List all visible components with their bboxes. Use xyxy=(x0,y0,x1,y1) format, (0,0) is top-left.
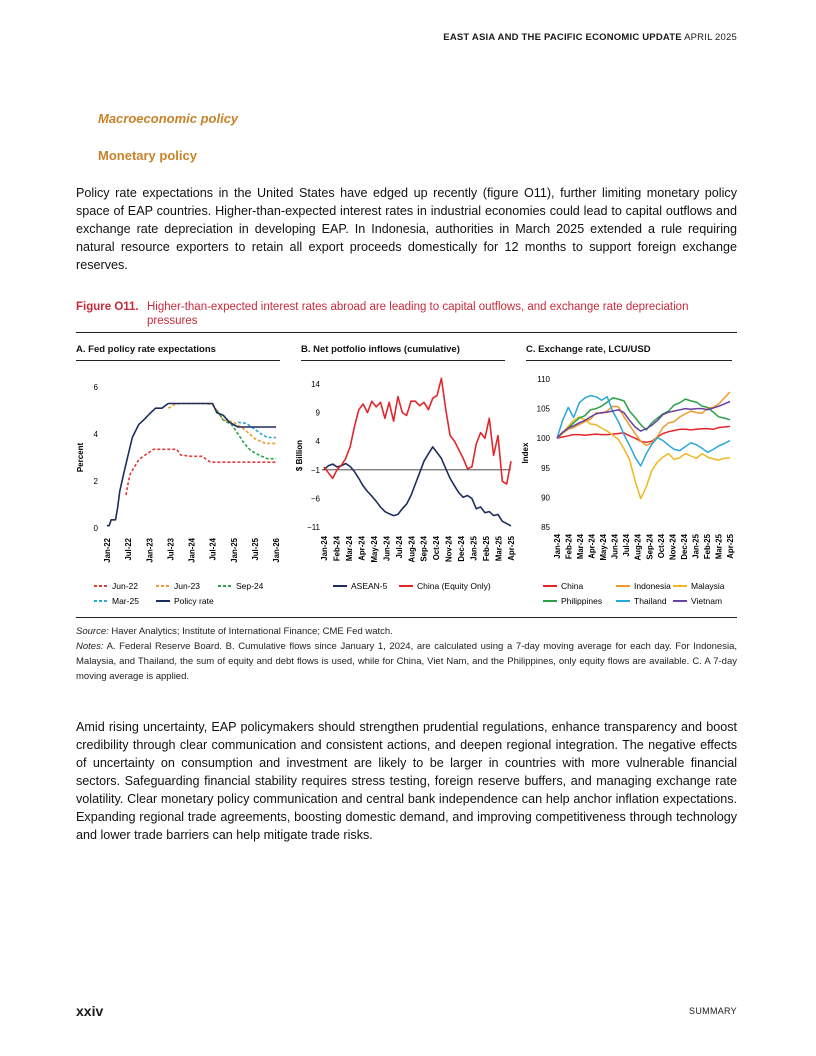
notes-label: Notes: xyxy=(76,641,104,652)
y-tick-label: 85 xyxy=(541,523,550,532)
x-tick-label: Jul-24 xyxy=(208,538,218,561)
x-tick-label: Jul-24 xyxy=(394,536,404,559)
x-tick-label: Feb-25 xyxy=(482,536,492,562)
header-date: APRIL 2025 xyxy=(684,32,737,43)
series-line-jun-23 xyxy=(168,404,276,444)
x-tick-label: Mar-24 xyxy=(576,534,586,560)
y-tick-label: 90 xyxy=(541,493,550,503)
y-tick-label: 9 xyxy=(315,408,320,418)
y-tick-label: 100 xyxy=(536,434,550,444)
legend-label-malaysia: Malaysia xyxy=(691,581,725,591)
figure-caption-text: Higher-than-expected interest rates abroad are leading to capital outflows, and exchange rate depreciation pressures xyxy=(147,301,689,327)
legend-label-indonesia: Indonesia xyxy=(634,581,671,591)
legend-label-jun-22: Jun-22 xyxy=(112,581,138,591)
series-line-asean-5 xyxy=(324,447,511,526)
legend-label-policy-rate: Policy rate xyxy=(174,596,214,606)
source-label: Source: xyxy=(76,626,109,637)
x-tick-label: Jul-24 xyxy=(622,534,632,557)
x-tick-label: Aug-24 xyxy=(633,534,643,561)
notes-text: A. Federal Reserve Board. B. Cumulative flows since January 1, 2024, are calculated using a 7-day moving average for each day. For Indonesia, Malaysia, and Thailand, the sum of equity and debt flows is used, while for China, Viet Nam, and the Philippines, only equity flows are available. C. A 7-day moving average is applied. xyxy=(76,641,737,682)
panel-c-title: C. Exchange rate, LCU/USD xyxy=(526,344,651,355)
legend-label-thailand: Thailand xyxy=(634,596,667,606)
y-tick-label: −11 xyxy=(307,523,320,532)
x-tick-label: Jul-23 xyxy=(166,538,176,561)
x-tick-label: May-24 xyxy=(599,534,609,561)
section-title: Macroeconomic policy xyxy=(98,111,239,126)
y-axis-label: $ Billion xyxy=(295,439,304,472)
x-tick-label: Oct-24 xyxy=(432,536,442,561)
paragraph-2: Amid rising uncertainty, EAP policymakers should strengthen prudential regulations, enhance transparency and boost credibility through clear communication and consistent actions, and deepen regional integration. The negative effects of uncertainty on consumption and investment are likely to be larger in countries with more vulnerable financial sectors. Safeguarding financial stability requires stress testing, foreign reserve buffers, and managing exchange rate volatility. Clear monetary policy communication and central bank independence can help anchor inflation expectations. Expanding regional trade agreements, boosting domestic demand, and improving competitiveness through technology and lower trade barriers can help mitigate trade risks. xyxy=(76,720,737,842)
x-tick-label: Apr-25 xyxy=(507,536,516,561)
series-line-china xyxy=(557,426,730,442)
x-tick-label: Apr-24 xyxy=(587,534,597,559)
x-tick-label: Jan-24 xyxy=(320,536,329,561)
chart-c-exchange-rate xyxy=(516,362,741,612)
legend-label-philippines: Philippines xyxy=(561,596,603,606)
y-tick-label: 2 xyxy=(93,477,98,486)
x-tick-label: Jan-25 xyxy=(469,536,479,561)
y-tick-label: 4 xyxy=(315,437,320,447)
legend-label-mar-25: Mar-25 xyxy=(112,596,139,606)
x-tick-label: Apr-24 xyxy=(357,536,367,561)
x-tick-label: Dec-24 xyxy=(457,536,467,562)
legend-label-china-equity-only: China (Equity Only) xyxy=(417,581,491,591)
x-tick-label: Mar-24 xyxy=(344,536,354,562)
x-tick-label: Jun-24 xyxy=(382,536,392,562)
x-tick-label: Feb-24 xyxy=(564,534,574,560)
panel-a-rule xyxy=(76,360,280,361)
y-tick-label: 105 xyxy=(536,404,550,414)
legend-label-vietnam: Vietnam xyxy=(691,596,723,606)
x-tick-label: Mar-25 xyxy=(714,534,724,560)
x-tick-label: Nov-24 xyxy=(668,534,678,560)
legend-label-jun-23: Jun-23 xyxy=(174,581,200,591)
series-line-policy-rate xyxy=(107,404,276,526)
y-tick-label: 110 xyxy=(537,375,550,384)
series-line-jun-22 xyxy=(126,449,276,495)
legend-label-sep-24: Sep-24 xyxy=(236,581,264,591)
series-line-mar-25 xyxy=(238,422,276,437)
x-tick-label: Jan-24 xyxy=(553,534,562,559)
x-tick-label: Jan-25 xyxy=(691,534,701,559)
x-tick-label: Aug-24 xyxy=(407,536,417,563)
legend-label-asean-5: ASEAN-5 xyxy=(351,581,388,591)
figure-notes xyxy=(76,624,737,684)
x-tick-label: Mar-25 xyxy=(494,536,504,562)
y-axis-label: Percent xyxy=(76,442,85,473)
y-tick-label: −6 xyxy=(310,494,320,504)
x-tick-label: Jan-24 xyxy=(187,538,197,563)
page-number: xxiv xyxy=(76,1003,104,1019)
header-title: EAST ASIA AND THE PACIFIC ECONOMIC UPDATE xyxy=(443,32,682,43)
x-tick-label: Oct-24 xyxy=(656,534,666,559)
source-line xyxy=(76,624,737,639)
y-tick-label: −1 xyxy=(310,465,320,475)
x-tick-label: Feb-24 xyxy=(332,536,342,562)
x-tick-label: Apr-25 xyxy=(726,534,735,559)
chart-a-fed-policy-rate xyxy=(76,362,286,612)
x-tick-label: Jul-25 xyxy=(250,538,260,561)
panel-a-title: A. Fed policy rate expectations xyxy=(76,344,216,355)
panel-c-rule xyxy=(526,360,732,361)
paragraph-1: Policy rate expectations in the United States have edged up recently (figure O11), further limiting monetary policy space of EAP countries. Higher-than-expected interest rates in industrial economies could lead to capital outflows and exchange rate depreciation in developing EAP. In Indonesia, authorities in March 2025 extended a rule requiring natural resource exporters to retain all export proceeds domestically for 12 months to support foreign exchange reserves. xyxy=(76,186,737,272)
x-tick-label: Jan-26 xyxy=(272,538,281,563)
subsection-title: Monetary policy xyxy=(98,148,197,163)
y-tick-label: 4 xyxy=(93,430,98,439)
y-tick-label: 95 xyxy=(541,463,550,473)
x-tick-label: Dec-24 xyxy=(679,534,689,560)
y-tick-label: 0 xyxy=(93,524,98,533)
notes-line xyxy=(76,639,737,684)
figure-bottom-rule xyxy=(76,617,737,618)
panel-b-rule xyxy=(301,360,505,361)
figure-top-rule xyxy=(76,332,737,333)
x-tick-label: Nov-24 xyxy=(444,536,454,562)
panel-b-title: B. Net potfolio inflows (cumulative) xyxy=(301,344,460,355)
legend-label-china: China xyxy=(561,581,584,591)
x-tick-label: Jul-22 xyxy=(124,538,134,561)
y-axis-label: Index xyxy=(521,442,530,464)
footer-section: SUMMARY xyxy=(689,1006,737,1016)
x-tick-label: Jun-24 xyxy=(610,534,620,560)
chart-b-portfolio-inflows xyxy=(296,362,516,612)
y-tick-label: 6 xyxy=(93,383,98,392)
x-tick-label: May-24 xyxy=(369,536,379,563)
x-tick-label: Jan-25 xyxy=(229,538,239,563)
x-tick-label: Jan-22 xyxy=(103,538,112,563)
running-header xyxy=(443,32,737,43)
x-tick-label: Sep-24 xyxy=(419,536,429,562)
x-tick-label: Sep-24 xyxy=(645,534,655,560)
x-tick-label: Feb-25 xyxy=(702,534,712,560)
figure-number: Figure O11. xyxy=(76,301,139,313)
x-tick-label: Jan-23 xyxy=(145,538,155,563)
source-text: Haver Analytics; Institute of International Finance; CME Fed watch. xyxy=(111,626,393,637)
y-tick-label: 14 xyxy=(311,380,320,389)
